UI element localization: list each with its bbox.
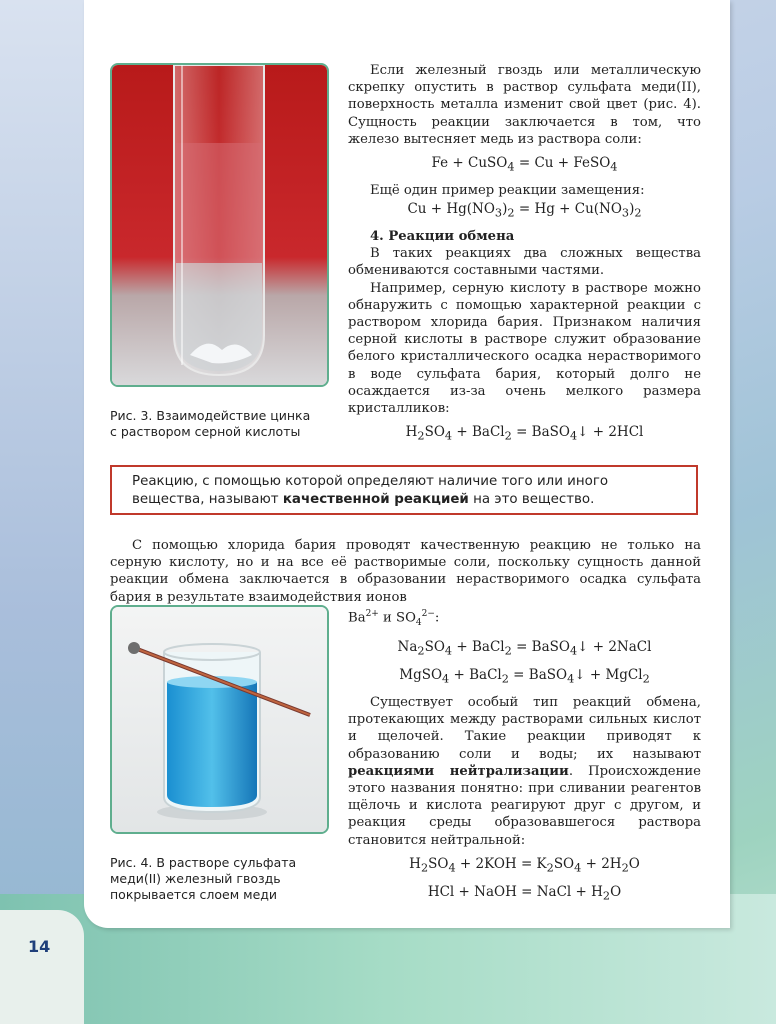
background-left-band — [0, 0, 90, 1024]
equation-7: HCl + NaOH = NaCl + $H_2O$ — [427, 883, 622, 903]
equation-3: $H_2SO_4$ + BaCl$_2$ = BaSO$_4$↓ + 2HCl — [405, 424, 644, 443]
page-number-tab — [0, 910, 84, 1024]
figure-3-caption-line: с раствором серной кислоты — [110, 424, 301, 439]
section-heading: 4. Реакции обмена — [370, 229, 515, 244]
equation-1: Fe + CuSO$_4$ = Cu + FeSO$_4$ — [431, 155, 618, 174]
equation-6: $H_2SO_4 + 2KOH = K_2SO_4 + 2H_2O$ — [409, 855, 640, 875]
page-number: 14 — [28, 937, 51, 956]
figure-3-caption — [110, 408, 325, 440]
figure-4-image — [110, 605, 329, 834]
figure-4-caption-line: меди(II) железный гвоздь — [110, 871, 281, 886]
definition-box: Реакцию, с помощью которой определяют наличие того или иного вещества, называют качественной реакцией на это вещество. — [110, 465, 698, 515]
text-column-top — [348, 62, 701, 451]
equation-5: MgSO$_4$ + BaCl$_2$ = BaSO$_4$↓ + MgCl$_2$ — [399, 667, 650, 686]
figure-4-caption-line: покрывается слоем меди — [110, 887, 278, 902]
paragraph: Существует особый тип реакций обмена, протекающих между растворами сильных кислот и щелочей. Такие реакции приводят к образованию соли и воды; их называют реакциями нейтрализации. Происхождение этого названия понятно: при сливании реагентов щёлочь и кислота реагируют друг с другом, и реакция среды образовавшегося раствора становится нейтральной: — [348, 695, 701, 848]
paragraph: Например, серную кислоту в растворе можно обнаружить с помощью характерной реакции с раствором хлорида бария. Признаком наличия серной кислоты в растворе служит образование белого кристаллического осадка нерастворимого в воде сульфата бария, который долго не осаждается из-за очень мелкого размера кристалликов: — [348, 280, 701, 417]
figure-4-caption-line: Рис. 4. В растворе сульфата — [110, 855, 297, 870]
ions-line: $Ba^{2+}$ и $SO_4^{2-}$: — [348, 609, 440, 629]
equation-2: $Cu + Hg(NO_3)_2 = Hg + Cu(NO_3)_2$ — [407, 201, 642, 220]
paragraph: Если железный гвоздь или металлическую скрепку опустить в раствор сульфата меди(II), поверхность металла изменит свой цвет (рис. 4). Сущность реакции заключается в том, что железо вытесняет медь из раствора соли: — [348, 63, 701, 147]
equation-4: $Na_2SO_4$ + BaCl$_2$ = BaSO$_4$↓ + 2NaCl — [397, 639, 652, 658]
text-wide — [110, 537, 701, 606]
figure-3-caption-line: Рис. 3. Взаимодействие цинка — [110, 408, 311, 423]
paragraph: С помощью хлорида бария проводят качественную реакцию не только на серную кислоту, но и на все её растворимые соли, поскольку сущность данной реакции обмена заключается в образовании нерастворимого осадка сульфата бария в результате взаимодействия ионов — [110, 538, 701, 605]
figure-3-image — [110, 63, 329, 387]
paragraph: В таких реакциях два сложных вещества обмениваются составными частями. — [348, 246, 701, 279]
paragraph: Ещё один пример реакции замещения: — [370, 182, 645, 198]
text-column-bottom — [348, 606, 701, 911]
figure-4-caption — [110, 855, 325, 903]
